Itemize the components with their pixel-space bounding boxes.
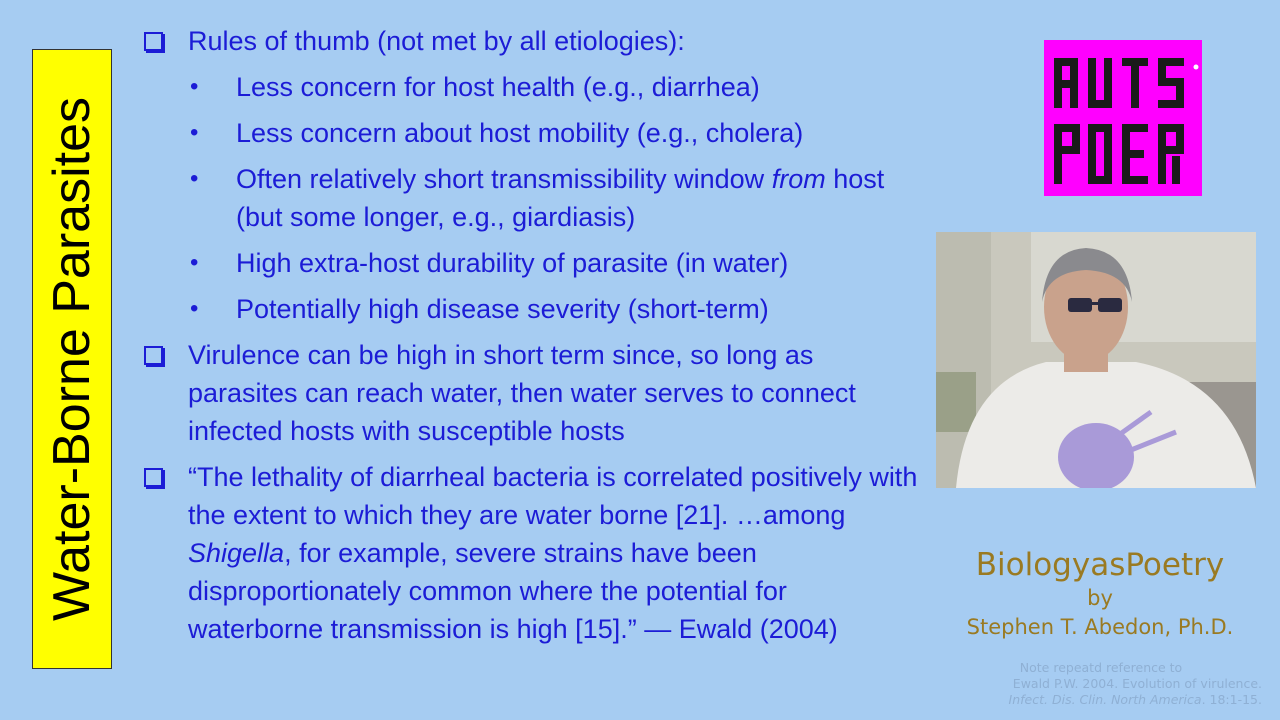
side-title-banner xyxy=(32,49,112,669)
reference-volume: . 18:1-15. xyxy=(1201,692,1262,707)
bullet-virulence xyxy=(140,336,920,450)
sub-bullet xyxy=(140,244,920,282)
reference-journal: Infect. Dis. Clin. North America xyxy=(1008,692,1202,707)
dot-bullet-icon: • xyxy=(190,165,199,192)
bullet-ewald-quote xyxy=(140,458,920,648)
bullet-text: Rules of thumb (not met by all etiologies): xyxy=(188,26,685,56)
dot-bullet-icon: • xyxy=(190,73,199,100)
quote-text-em: Shigella xyxy=(188,538,285,568)
side-title: Water-Borne Parasites xyxy=(43,96,101,622)
sub-bullet-text-post: host (but some longer, e.g., giardiasis) xyxy=(236,164,885,232)
dot-bullet-icon: • xyxy=(190,119,199,146)
reference-note xyxy=(940,660,1262,708)
sub-bullet-text: High extra-host durability of parasite (in water) xyxy=(236,248,789,278)
sub-bullet xyxy=(140,160,920,236)
sub-bullet-text: Less concern about host mobility (e.g., cholera) xyxy=(236,118,804,148)
dot-bullet-icon: • xyxy=(190,295,199,322)
sub-bullet xyxy=(140,114,920,152)
sub-bullet-text-pre: Often relatively short transmissibility window xyxy=(236,164,765,194)
quote-text-pre: “The lethality of diarrheal bacteria is correlated positively with the extent to which they are water borne [21]. …among xyxy=(188,462,918,530)
bullet-rules-of-thumb xyxy=(140,22,920,60)
logo-registered-mark xyxy=(1194,65,1199,70)
checkbox-bullet-icon xyxy=(144,32,163,51)
reference-line-1: Note repeatd reference to xyxy=(1019,660,1183,675)
quote-text-post: , for example, severe strains have been disproportionately common where the potential for waterborne transmission is high [15].” — Ewald (2004) xyxy=(188,538,838,644)
sub-bullet-text-em: from xyxy=(771,164,826,194)
credit-by: by xyxy=(1087,586,1113,610)
dot-bullet-icon: • xyxy=(190,249,199,276)
sub-bullet-text: Less concern for host health (e.g., diarrhea) xyxy=(236,72,760,102)
reference-line-2: Ewald P.W. 2004. Evolution of virulence. xyxy=(1012,676,1262,691)
credit-block xyxy=(940,545,1260,643)
sub-bullet-text: Potentially high disease severity (short-term) xyxy=(236,294,769,324)
checkbox-bullet-icon xyxy=(144,346,163,365)
sub-bullet xyxy=(140,68,920,106)
reference-line-3 xyxy=(940,692,1262,708)
presenter-video xyxy=(936,232,1256,488)
sub-bullet xyxy=(140,290,920,328)
author-name: Stephen T. Abedon, Ph.D. xyxy=(966,615,1234,639)
checkbox-bullet-icon xyxy=(144,468,163,487)
brand-name: BiologyasPoetry xyxy=(975,547,1225,583)
biology-as-poetry-logo xyxy=(1044,40,1202,196)
presenter-illustration xyxy=(936,232,1256,488)
bullet-text: Virulence can be high in short term since, so long as parasites can reach water, then water serves to connect infected hosts with susceptible hosts xyxy=(188,340,856,446)
slide-content xyxy=(140,22,920,656)
